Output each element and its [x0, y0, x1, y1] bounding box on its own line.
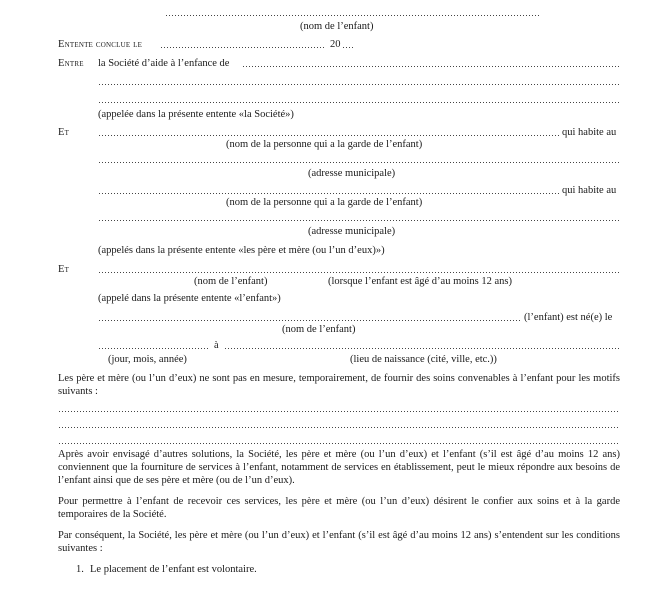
- motifs-line-3[interactable]: [58, 443, 620, 444]
- date-caption: (jour, mois, année): [108, 354, 187, 365]
- adresse-line-1[interactable]: [98, 162, 620, 163]
- year-line[interactable]: [342, 47, 354, 48]
- enfant-nom-line[interactable]: [98, 272, 620, 273]
- appeles-parents-caption: (appelés dans la présente entente «les père et mère (ou l’un d’eux)»): [98, 245, 385, 256]
- consequent-paragraph: Par conséquent, la Société, les père et mère (ou l’un d’eux) et l’enfant (s’il est âgé d’au moins 12 ans) s’entendent sur les conditions suivantes :: [58, 530, 620, 554]
- age-12-caption: (lorsque l’enfant est âgé d’au moins 12 ans): [328, 276, 512, 287]
- child-name-line[interactable]: [165, 15, 540, 16]
- adresse-caption-1: (adresse municipale): [308, 168, 396, 179]
- item-1-text: Le placement de l’enfant est volontaire.: [90, 564, 257, 575]
- personne-line-1[interactable]: [98, 135, 560, 136]
- permettre-paragraph: Pour permettre à l’enfant de recevoir ces services, les père et mère (ou l’un d’eux) désirent le confier aux soins et à la garde temporaires de la Société.: [58, 496, 620, 520]
- et-label-1: Et: [58, 127, 70, 138]
- lieu-caption: (lieu de naissance (cité, ville, etc.)): [350, 354, 497, 365]
- date-naissance-line[interactable]: [98, 348, 210, 349]
- solutions-paragraph: Après avoir envisagé d’autres solutions, la Société, les père et mère (ou l’un d’eux) et l’enfant (s’il est âgé d’au moins 12 ans) conviennent que la fourniture de services à l’enfant, notamment de services en établissement, peut le mieux répondre aux besoins de l’enfant ainsi que de ses père et mère (ou de l’un d’eux).: [58, 449, 620, 486]
- nom-enfant-caption: (nom de l’enfant): [194, 276, 268, 287]
- societe-line-2[interactable]: [98, 84, 620, 85]
- entente-label: Entente conclue le: [58, 39, 143, 50]
- enfant-ne-le: (l’enfant) est né(e) le: [524, 312, 613, 323]
- nom-enfant-caption-2: (nom de l’enfant): [282, 324, 356, 335]
- child-name-caption: (nom de l’enfant): [300, 21, 374, 32]
- personne-caption-2: (nom de la personne qui a la garde de l’enfant): [226, 197, 423, 208]
- motifs-line-1[interactable]: [58, 411, 620, 412]
- entente-date-line[interactable]: [160, 47, 325, 48]
- year-suffix: 20: [330, 39, 341, 50]
- lieu-naissance-line[interactable]: [224, 348, 620, 349]
- a-label: à: [214, 340, 219, 351]
- societe-line-3[interactable]: [98, 102, 620, 103]
- enfant-nom-line-2[interactable]: [98, 320, 522, 321]
- adresse-caption-2: (adresse municipale): [308, 226, 396, 237]
- appele-enfant-caption: (appelé dans la présente entente «l’enfant»): [98, 293, 281, 304]
- societe-line-1[interactable]: [242, 66, 620, 67]
- item-1-number: 1.: [76, 564, 84, 575]
- qui-habite-au-1: qui habite au: [562, 127, 617, 138]
- personne-line-2[interactable]: [98, 193, 560, 194]
- personne-caption-1: (nom de la personne qui a la garde de l’enfant): [226, 139, 423, 150]
- societe-label: la Société d’aide à l’enfance de: [98, 58, 230, 69]
- entre-label: Entre: [58, 58, 84, 69]
- appelee-societe-caption: (appelée dans la présente entente «la Société»): [98, 109, 294, 120]
- et-label-2: Et: [58, 264, 70, 275]
- motifs-paragraph: Les père et mère (ou l’un d’eux) ne sont pas en mesure, temporairement, de fournir des soins convenables à l’enfant pour les motifs suivants :: [58, 373, 620, 397]
- motifs-line-2[interactable]: [58, 427, 620, 428]
- adresse-line-2[interactable]: [98, 220, 620, 221]
- qui-habite-au-2: qui habite au: [562, 185, 617, 196]
